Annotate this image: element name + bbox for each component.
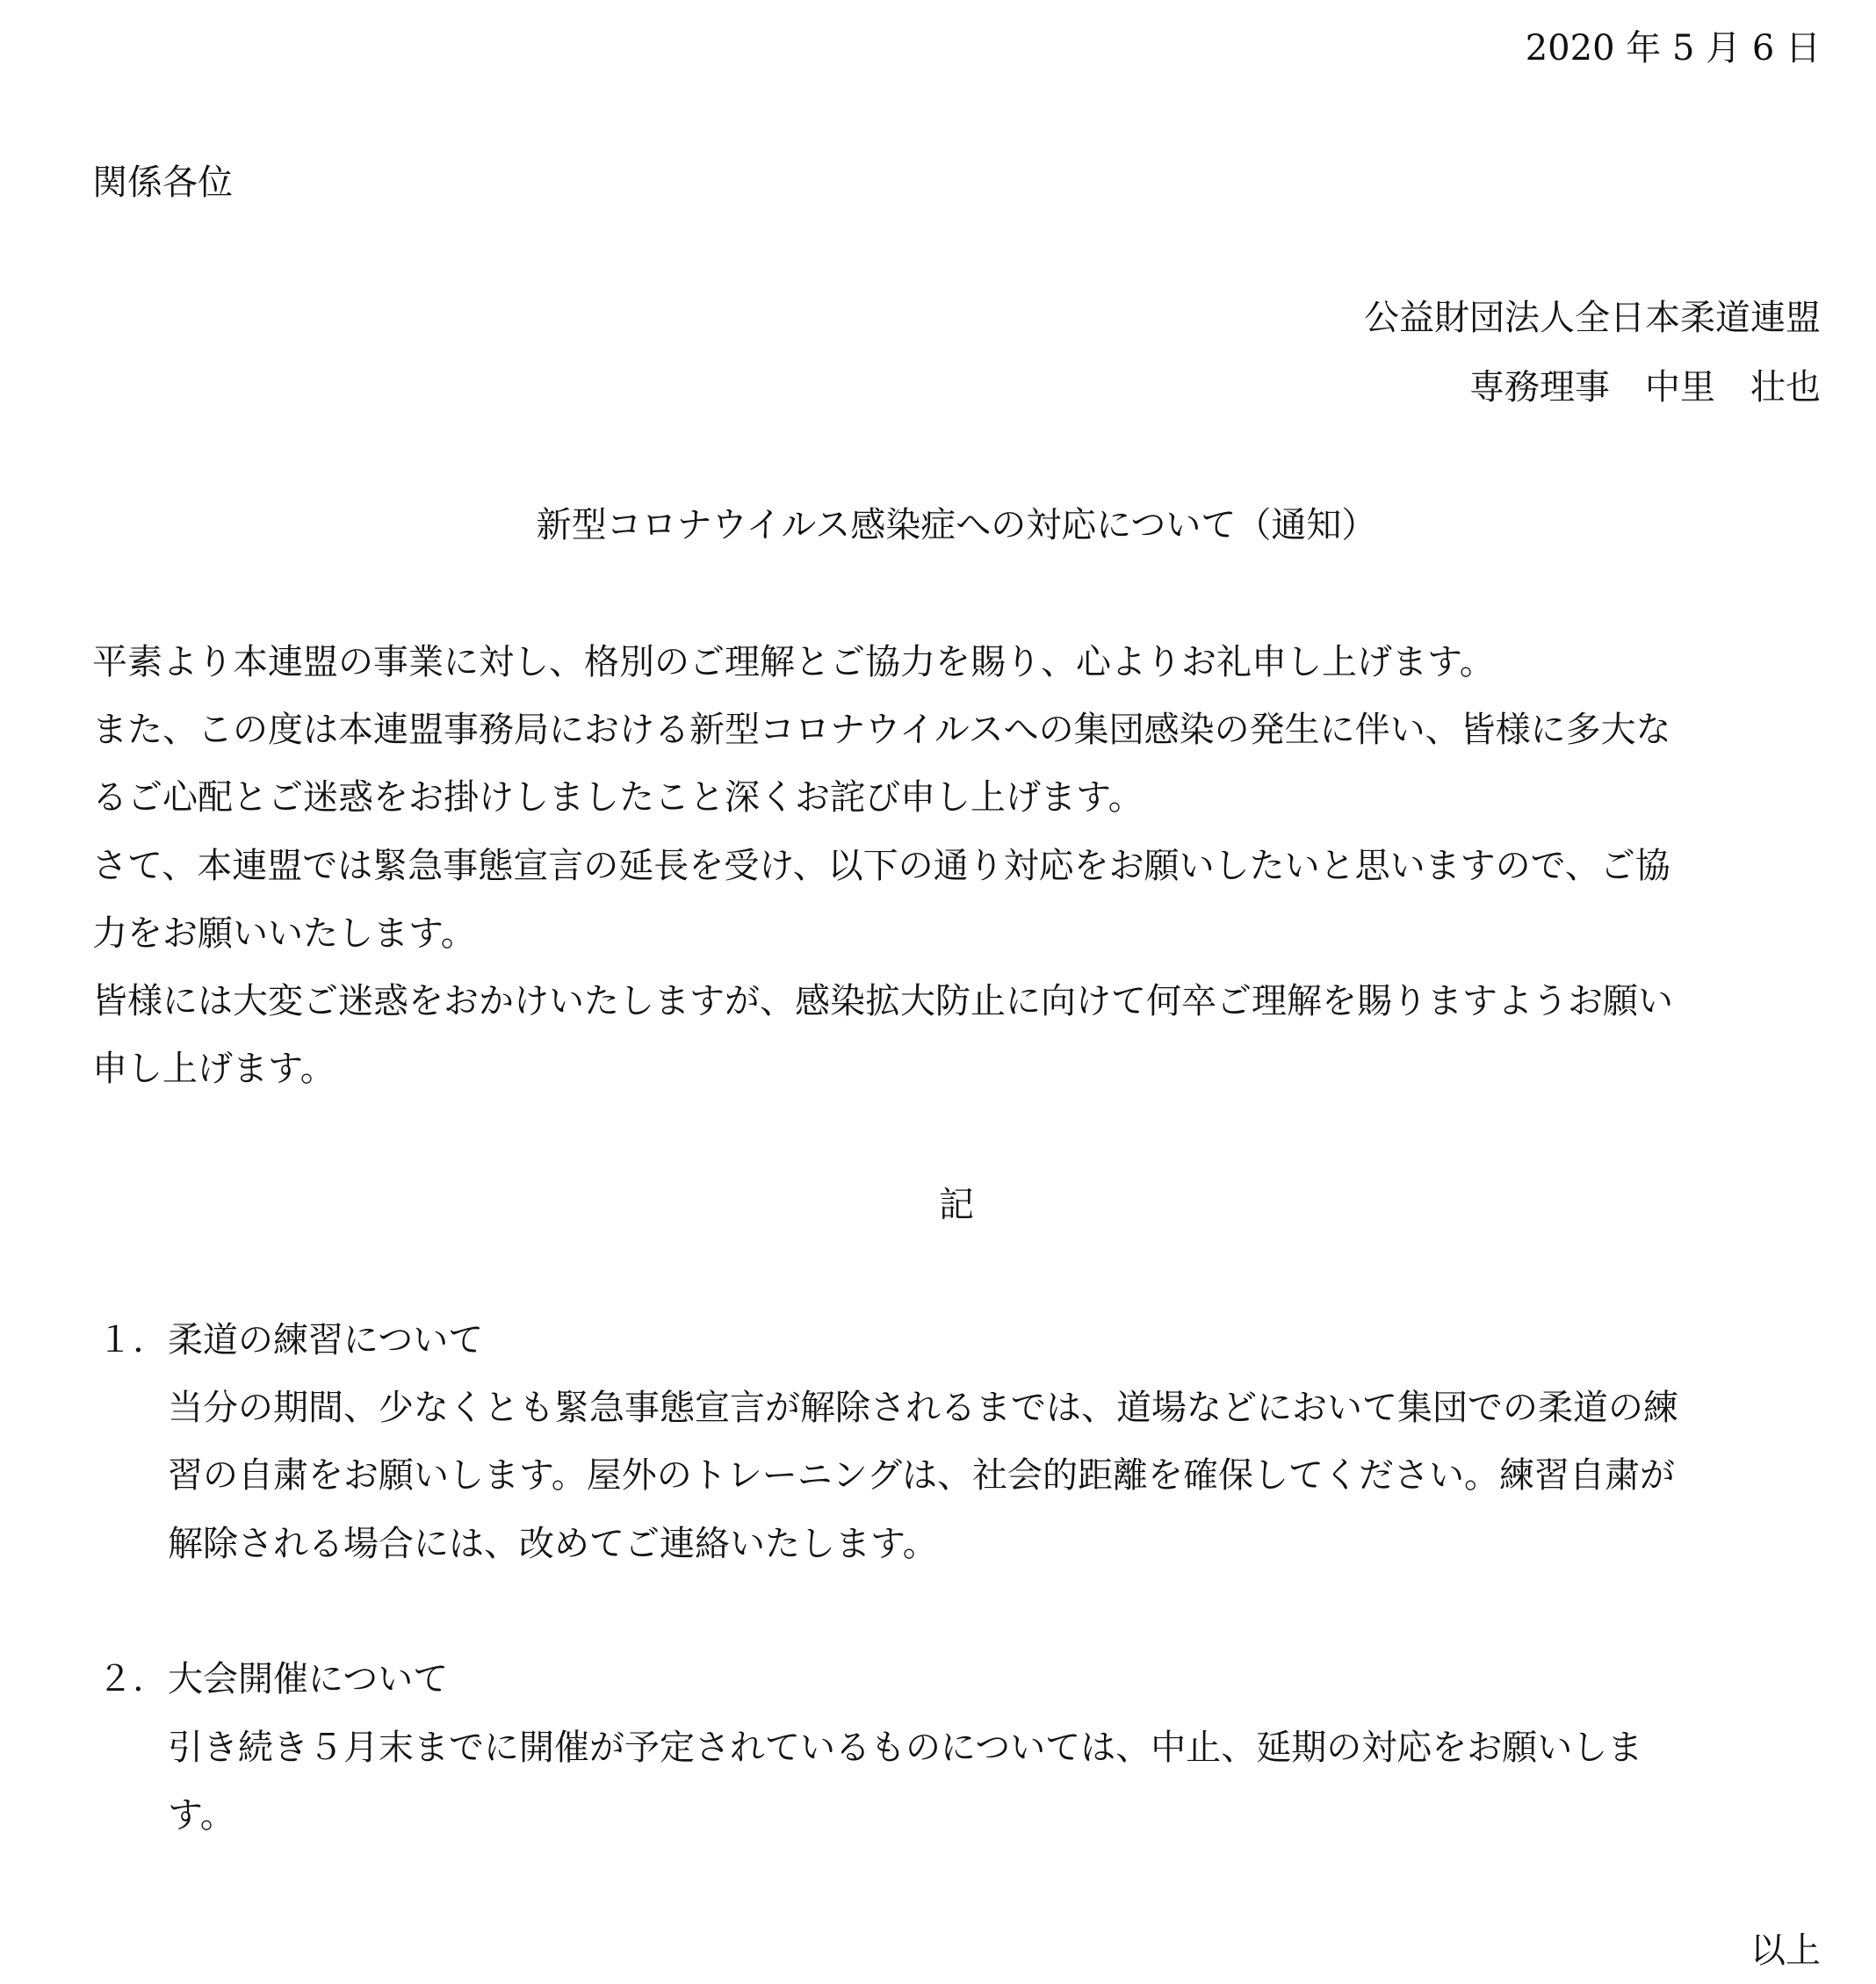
item-number: ２. — [97, 1659, 144, 1699]
closing-text: 以上 — [1750, 1930, 1821, 1971]
item-number: １. — [97, 1320, 144, 1360]
body-line: るご心配とご迷惑をお掛けしましたこと深くお詫び申し上げます。 — [92, 777, 1144, 818]
item-text-line: 解除される場合には、改めてご連絡いたします。 — [168, 1524, 938, 1564]
body-line: また、この度は本連盟事務局における新型コロナウイルスへの集団感染の発生に伴い、皆様に多大な — [92, 710, 1671, 750]
item-heading: 柔道の練習について — [168, 1320, 484, 1360]
sender-organization: 公益財団法人全日本柔道連盟 — [1364, 298, 1821, 338]
document-date: 2020 年 5 月 6 日 — [1525, 28, 1821, 69]
body-line: 申し上げます。 — [92, 1049, 336, 1089]
body-line: 力をお願いいたします。 — [92, 913, 476, 954]
body-line: 平素より本連盟の事業に対し、格別のご理解とご協力を賜り、心よりお礼申し上げます。 — [92, 642, 1495, 682]
body-line: 皆様には大変ご迷惑をおかけいたしますが、感染拡大防止に向けて何卒ご理解を賜りますようお願い — [92, 981, 1673, 1021]
sender-name: 専務理事 中里 壮也 — [1469, 367, 1821, 408]
ki-heading: 記 — [939, 1185, 974, 1225]
document-title: 新型コロナウイルス感染症への対応について（通知） — [536, 505, 1377, 545]
item-text-line: す。 — [168, 1795, 235, 1836]
item-text-line: 引き続き５月末までに開催が予定されているものについては、中止、延期の対応をお願いしま — [168, 1728, 1643, 1768]
recipient: 関係各位 — [92, 162, 233, 203]
body-line: さて、本連盟では緊急事態宣言の延長を受け、以下の通り対応をお願いしたいと思いますので、ご協 — [92, 846, 1670, 886]
document-page — [92, 0, 1821, 1984]
item-heading: 大会開催について — [168, 1659, 449, 1699]
item-text-line: 習の自粛をお願いします。屋外のトレーニングは、社会的距離を確保してください。練習自粛が — [168, 1455, 1675, 1496]
item-text-line: 当分の期間、少なくとも緊急事態宣言が解除されるまでは、道場などにおいて集団での柔道の練 — [168, 1388, 1678, 1428]
